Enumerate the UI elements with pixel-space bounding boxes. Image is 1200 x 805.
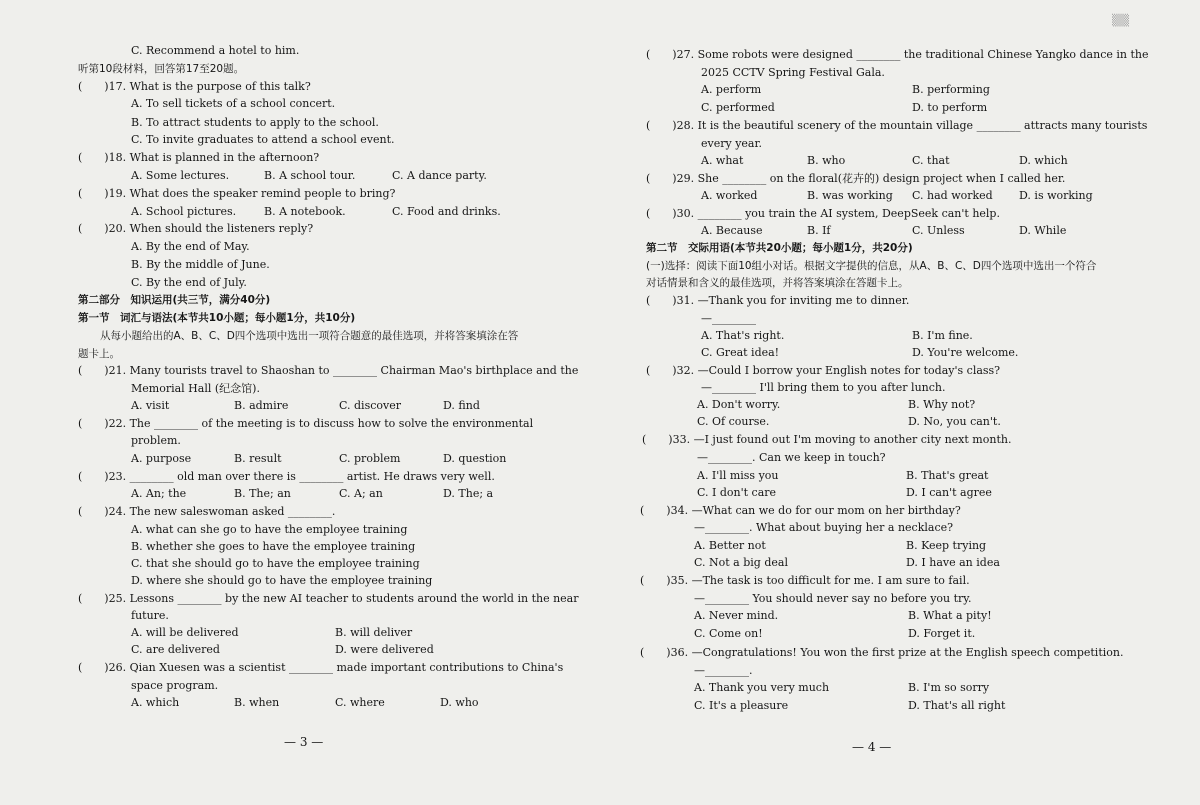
text-line: ( )24. The new saleswoman asked ________. <box>78 505 336 518</box>
text-line: C. had worked <box>912 189 993 202</box>
text-line: A. perform <box>701 83 762 96</box>
text-line: A. That's right. <box>701 329 785 342</box>
text-line: A. will be delivered <box>131 626 239 639</box>
text-line: space program. <box>131 679 219 692</box>
text-line: ( )32. —Could I borrow your English notes for today's class? <box>646 364 1001 377</box>
text-line: D. No, you can't. <box>908 415 1001 428</box>
text-line: B. when <box>234 696 280 709</box>
text-line: B. By the middle of June. <box>131 258 270 271</box>
text-line: C. Unless <box>912 224 965 237</box>
text-line: A. Some lectures. <box>131 169 230 182</box>
text-line: B. who <box>807 154 846 167</box>
text-line: ( )17. What is the purpose of this talk? <box>78 80 311 93</box>
scan-mark-icon: ▒▒ <box>1112 14 1129 27</box>
text-line: C. Come on! <box>694 627 763 640</box>
text-line: C. that she should go to have the employee training <box>131 557 420 570</box>
text-line: —________ I'll bring them to you after lunch. <box>701 381 946 394</box>
text-line: D. who <box>440 696 479 709</box>
text-line: ( )28. It is the beautiful scenery of the mountain village ________ attracts many tourists <box>646 119 1148 132</box>
text-line: A. which <box>131 696 180 709</box>
text-line: C. are delivered <box>131 643 220 656</box>
text-line: C. problem <box>339 452 401 465</box>
text-line: A. Never mind. <box>694 609 779 622</box>
text-line: A. By the end of May. <box>131 240 250 253</box>
text-line: ( )29. She ________ on the floral(花卉的) design project when I called her. <box>646 172 1066 185</box>
text-line: D. While <box>1019 224 1067 237</box>
text-line: A. visit <box>131 399 170 412</box>
text-line: 2025 CCTV Spring Festival Gala. <box>701 66 885 79</box>
text-line: B. result <box>234 452 282 465</box>
text-line: B. Why not? <box>908 398 976 411</box>
text-line: B. If <box>807 224 831 237</box>
text-line: ( )18. What is planned in the afternoon? <box>78 151 320 164</box>
text-line: A. I'll miss you <box>697 469 779 482</box>
text-line: A. An; the <box>131 487 187 500</box>
text-line: ( )34. —What can we do for our mom on her birthday? <box>640 504 961 517</box>
text-line: —________ You should never say no before you try. <box>694 592 972 605</box>
text-line: B. I'm fine. <box>912 329 973 342</box>
text-line: ( )30. ________ you train the AI system, DeepSeek can't help. <box>646 207 1000 220</box>
text-line: A. what can she go to have the employee training <box>131 523 408 536</box>
text-line: B. To attract students to apply to the school. <box>131 116 379 129</box>
text-line: 第二部分 知识运用(共三节，满分40分) <box>78 294 271 306</box>
text-line: D. Forget it. <box>908 627 976 640</box>
text-line: C. By the end of July. <box>131 276 247 289</box>
text-line: B. A school tour. <box>264 169 356 182</box>
text-line: D. You're welcome. <box>912 346 1019 359</box>
text-line: ( )20. When should the listeners reply? <box>78 222 314 235</box>
text-line: C. Not a big deal <box>694 556 788 569</box>
text-line: C. where <box>335 696 385 709</box>
text-line: B. admire <box>234 399 289 412</box>
text-line: A. purpose <box>131 452 192 465</box>
text-line: 从每小题给出的A、B、C、D四个选项中选出一项符合题意的最佳选项，并将答案填涂在答 <box>100 330 519 342</box>
text-line: A. Don't worry. <box>697 398 781 411</box>
text-line: future. <box>131 609 169 622</box>
text-line: C. A dance party. <box>392 169 487 182</box>
text-line: ( )19. What does the speaker remind people to bring? <box>78 187 396 200</box>
text-line: C. A; an <box>339 487 383 500</box>
text-line: A. School pictures. <box>131 205 237 218</box>
text-line: C. Great idea! <box>701 346 780 359</box>
text-line: D. which <box>1019 154 1068 167</box>
text-line: C. discover <box>339 399 401 412</box>
text-line: B. was working <box>807 189 893 202</box>
text-line: B. whether she goes to have the employee training <box>131 540 416 553</box>
text-line: 对话情景和含义的最佳选项，并将答案填涂在答题卡上。 <box>646 277 909 289</box>
text-line: B. The; an <box>234 487 291 500</box>
text-line: ( )27. Some robots were designed ________ the traditional Chinese Yangko dance in the <box>646 48 1149 61</box>
text-line: D. is working <box>1019 189 1093 202</box>
text-line: ( )26. Qian Xuesen was a scientist ________ made important contributions to China's <box>78 661 564 674</box>
text-line: C. To invite graduates to attend a school event. <box>131 133 395 146</box>
text-line: A. Thank you very much <box>694 681 830 694</box>
text-line: ( )23. ________ old man over there is ________ artist. He draws very well. <box>78 470 495 483</box>
text-line: ( )33. —I just found out I'm moving to another city next month. <box>642 433 1012 446</box>
text-line: C. I don't care <box>697 486 777 499</box>
text-line: D. find <box>443 399 480 412</box>
text-line: B. performing <box>912 83 990 96</box>
page-number-right: — 4 — <box>852 740 892 754</box>
text-line: 第二节 交际用语(本节共20小题；每小题1分，共20分) <box>646 242 913 254</box>
text-line: 题卡上。 <box>78 348 120 360</box>
text-line: 第一节 词汇与语法(本节共10小题；每小题1分，共10分) <box>78 312 356 324</box>
text-line: 听第10段材料，回答第17至20题。 <box>78 63 245 75</box>
exam-page-right <box>600 0 1200 805</box>
page-number-left: — 3 — <box>284 735 324 749</box>
text-line: C. that <box>912 154 950 167</box>
text-line: A. what <box>701 154 744 167</box>
text-line: A. worked <box>701 189 758 202</box>
text-line: D. I can't agree <box>906 486 992 499</box>
text-line: D. were delivered <box>335 643 434 656</box>
text-line: B. A notebook. <box>264 205 346 218</box>
text-line: D. That's all right <box>908 699 1006 712</box>
text-line: C. Recommend a hotel to him. <box>131 44 300 57</box>
text-line: D. question <box>443 452 507 465</box>
text-line: —________. <box>694 664 753 677</box>
text-line: every year. <box>701 137 763 150</box>
text-line: ( )36. —Congratulations! You won the first prize at the English speech competition. <box>640 646 1124 659</box>
text-line: ( )35. —The task is too difficult for me. I am sure to fail. <box>640 574 970 587</box>
text-line: A. Because <box>701 224 763 237</box>
text-line: B. I'm so sorry <box>908 681 990 694</box>
text-line: —________ <box>701 312 756 325</box>
text-line: C. performed <box>701 101 775 114</box>
text-line: D. The; a <box>443 487 494 500</box>
text-line: D. I have an idea <box>906 556 1000 569</box>
text-line: D. where she should go to have the employee training <box>131 574 433 587</box>
text-line: A. Better not <box>694 539 766 552</box>
text-line: —________. Can we keep in touch? <box>697 451 886 464</box>
text-line: C. Food and drinks. <box>392 205 501 218</box>
text-line: B. will deliver <box>335 626 413 639</box>
text-line: ( )31. —Thank you for inviting me to dinner. <box>646 294 910 307</box>
text-line: ( )21. Many tourists travel to Shaoshan to ________ Chairman Mao's birthplace and the <box>78 364 579 377</box>
text-line: C. Of course. <box>697 415 770 428</box>
text-line: (一)选择：阅读下面10组小对话。根据文字提供的信息，从A、B、C、D四个选项中选出一个符合 <box>646 260 1097 272</box>
text-line: D. to perform <box>912 101 988 114</box>
text-line: B. What a pity! <box>908 609 992 622</box>
text-line: B. Keep trying <box>906 539 987 552</box>
text-line: C. It's a pleasure <box>694 699 789 712</box>
text-line: ( )22. The ________ of the meeting is to discuss how to solve the environmental <box>78 417 534 430</box>
text-line: ( )25. Lessons ________ by the new AI teacher to students around the world in the near <box>78 592 579 605</box>
text-line: problem. <box>131 434 181 447</box>
text-line: A. To sell tickets of a school concert. <box>131 97 336 110</box>
text-line: Memorial Hall (纪念馆). <box>131 382 260 395</box>
text-line: —________. What about buying her a necklace? <box>694 521 954 534</box>
text-line: B. That's great <box>906 469 989 482</box>
